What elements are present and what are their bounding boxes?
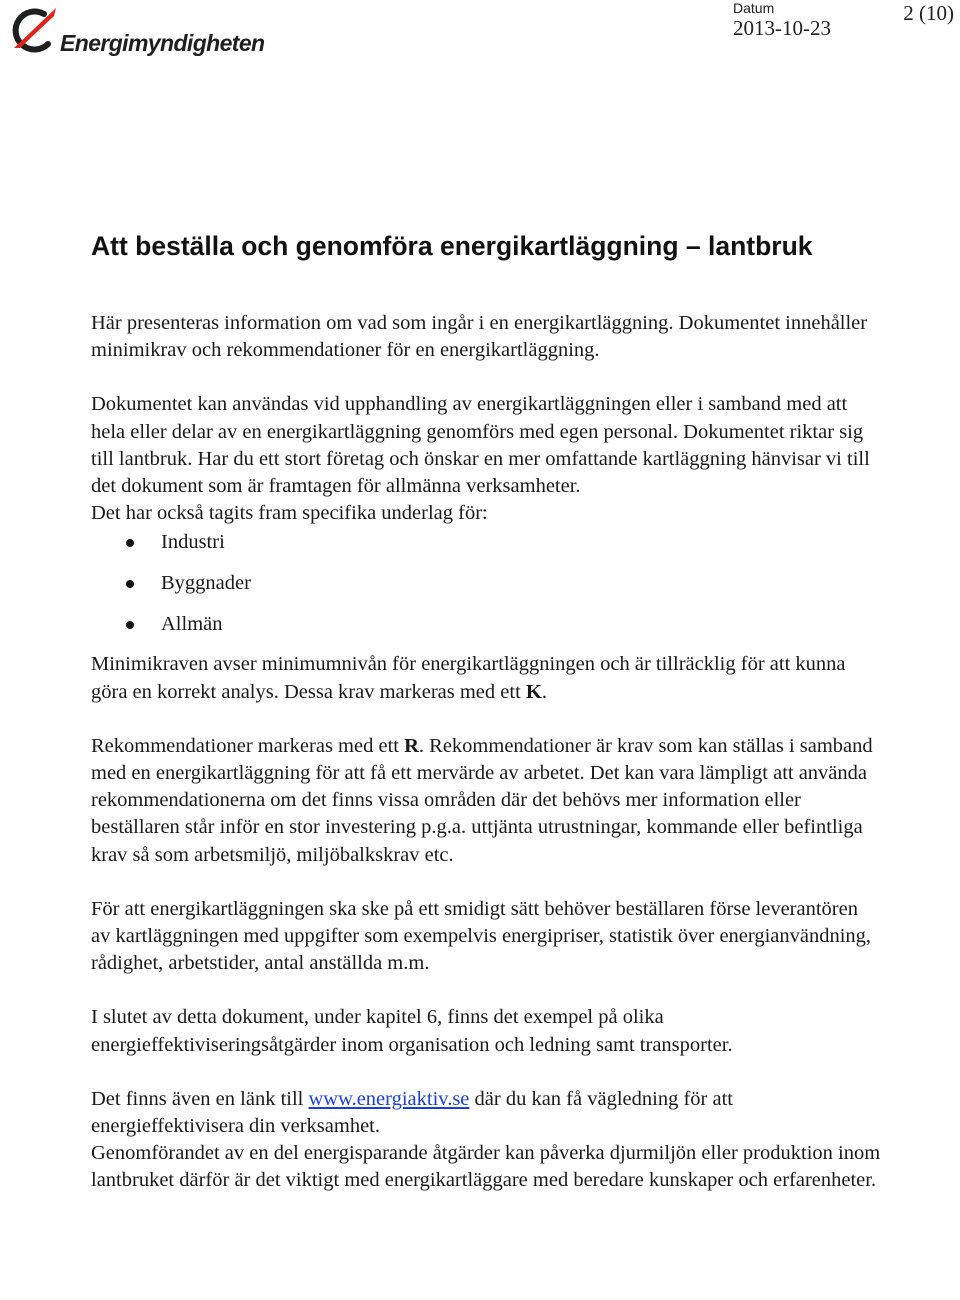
document-body: [91, 228, 881, 1195]
page-number: 2 (10): [903, 1, 954, 25]
list-item: [91, 611, 881, 652]
bullet-icon: [126, 539, 134, 547]
date-label: Datum: [733, 0, 775, 16]
minimum-requirements-end: .: [541, 680, 547, 703]
usage-paragraph: Dokumentet kan användas vid upphandling av energikartläggningen eller i samband med att hela eller delar av en energikartläggning genomförs med egen personal. Dokumentet riktar sig till lantbruk. Har du ett stort företag och önskar en mer omfattande kartläggning hänvisar vi till det dokument som är framtagen för allmänna verksamheter.: [91, 393, 870, 498]
list-item-label: Allmän: [161, 613, 223, 636]
logo-swoosh-icon: [4, 4, 64, 60]
orderer-info-paragraph: För att energikartläggningen ska ske på ett smidigt sätt behöver beställaren förse leverantören av kartläggningen med uppgifter som exempelvis energipriser, statistik över energianvändning, rådighet, arbetstider, antal anställda m.m.: [91, 897, 872, 975]
energiaktiv-link[interactable]: www.energiaktiv.se: [308, 1087, 470, 1110]
link-paragraph-before: Det finns även en länk till: [91, 1087, 309, 1110]
minimum-requirements-paragraph: [91, 651, 881, 705]
bullet-icon: [126, 621, 134, 629]
animal-environment-paragraph: Genomförandet av en del energisparande åtgärder kan påverka djurmiljön eller produktion inom lantbruket därför är det viktigt med energikartläggare med beredare kunskaper och erfarenheter.: [91, 1142, 881, 1192]
link-paragraph-after: där du kan få vägledning för att energieffektivisera din verksamhet.: [91, 1087, 733, 1138]
minimum-requirements-text: Minimikraven avser minimumnivån för energikartläggningen och är tillräcklig för att kunna göra en korrekt analys. Dessa krav markeras med ett: [91, 653, 846, 703]
date-value: 2013-10-23: [733, 16, 831, 40]
bullet-icon: [126, 580, 134, 588]
list-item: [91, 570, 881, 611]
intro-paragraph: Här presenteras information om vad som ingår i en energikartläggning. Dokumentet innehåller minimikrav och rekommendationer för en energikartläggning.: [91, 312, 868, 362]
recommendations-end: . Rekommendationer är krav som kan ställas i samband med en energikartläggning för att få ett mervärde av arbetet. Det kan vara lämpligt att använda rekommendationerna om det finns vissa områden där det behövs mer information eller beställaren står inför en stor investering p.g.a. uttjänta utrustningar, kommande eller befintliga krav så som arbetsmiljö, miljöbalkskrav etc.: [91, 734, 873, 866]
list-item-label: Byggnader: [161, 572, 251, 595]
logo-text: Energimyndigheten: [60, 30, 265, 56]
recommendations-paragraph: [91, 733, 881, 869]
recommendations-text: Rekommendationer markeras med ett: [91, 734, 405, 757]
r-marker: R: [404, 734, 419, 757]
page-header: [0, 0, 960, 70]
materials-list: [91, 529, 881, 652]
chapter-reference-paragraph: I slutet av detta dokument, under kapitel 6, finns det exempel på olika energieffektiviseringsåtgärder inom organisation och ledning samt transporter.: [91, 1006, 733, 1056]
energimyndigheten-logo: [4, 4, 265, 60]
list-item: [91, 529, 881, 570]
list-item-label: Industri: [161, 531, 225, 554]
k-marker: K: [525, 680, 542, 703]
specific-materials-paragraph: Det har också tagits fram specifika underlag för:: [91, 502, 488, 525]
link-paragraph: [91, 1086, 881, 1140]
document-title: Att beställa och genomföra energikartläggning – lantbruk: [91, 231, 813, 261]
